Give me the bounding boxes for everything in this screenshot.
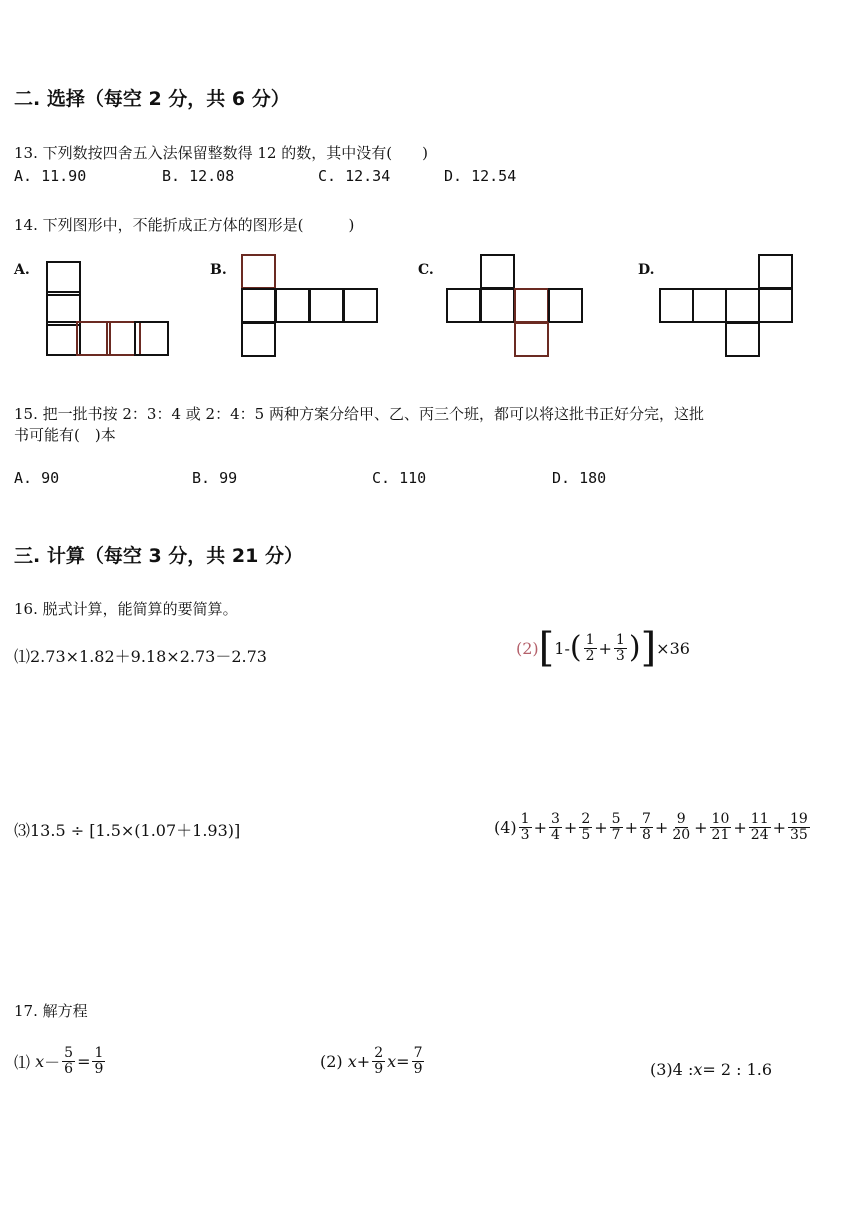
numerator: 1 <box>94 1045 104 1061</box>
plus-sign: + <box>563 817 578 837</box>
denominator: 8 <box>641 826 651 843</box>
numerator: 11 <box>750 811 769 827</box>
numerator: 2 <box>374 1045 384 1061</box>
denominator: 35 <box>790 826 808 843</box>
net-square <box>343 288 378 323</box>
numerator: 19 <box>790 811 808 827</box>
net-square <box>134 321 169 356</box>
fraction <box>372 1046 385 1076</box>
fraction <box>412 1046 425 1076</box>
net-square <box>480 254 515 289</box>
numerator: 10 <box>711 811 730 827</box>
question-17-stem: 17. 解方程 <box>14 1002 88 1020</box>
net-square <box>692 288 727 323</box>
numerator: 2 <box>581 811 591 827</box>
question-16-stem: 16. 脱式计算，能简算的要简算。 <box>14 600 238 618</box>
q16-part3-expression: ⑶13.5 ÷ [1.5×(1.07＋1.93)] <box>14 821 241 840</box>
numerator: 1 <box>615 631 625 648</box>
q16-part4-label: (4) <box>494 817 517 837</box>
eq3-text-b: = 2 : 1.6 <box>702 1060 773 1079</box>
denominator: 4 <box>551 826 560 843</box>
net-square <box>241 322 276 357</box>
plus-sign: + <box>356 1051 371 1071</box>
question-14-stem: 14. 下列图形中，不能折成正方体的图形是( ) <box>14 216 355 234</box>
q16-part2-times: ×36 <box>656 638 690 658</box>
plus-sign: + <box>772 817 787 837</box>
net-square <box>548 288 583 323</box>
q13-option-d: D. 12.54 <box>444 167 517 185</box>
q17-equation-2 <box>320 1046 426 1076</box>
numerator: 5 <box>611 811 621 827</box>
right-paren: ) <box>628 630 641 665</box>
fraction <box>749 812 771 842</box>
variable-x: x <box>347 1051 357 1071</box>
net-square <box>309 288 344 323</box>
q14-label-d: D. <box>638 262 655 278</box>
q13-option-c: C. 12.34 <box>318 167 391 185</box>
left-bracket: [ <box>538 625 555 671</box>
q14-label-a: A. <box>14 262 30 278</box>
numerator: 5 <box>64 1045 74 1061</box>
question-15-stem-line2: 书可能有( )本 <box>14 426 116 444</box>
plus-sign: + <box>533 817 547 837</box>
variable-x: x <box>35 1051 45 1071</box>
q15-option-b: B. 99 <box>192 469 238 487</box>
numerator: 9 <box>676 811 686 827</box>
plus-sign: + <box>733 817 747 837</box>
q17-equation-1 <box>14 1046 107 1076</box>
section-title-choice: 二. 选择（每空 2 分，共 6 分） <box>14 88 290 110</box>
eq1-label: ⑴ <box>14 1052 31 1072</box>
net-square <box>514 322 549 357</box>
fraction <box>710 812 732 842</box>
q16-part2-expression <box>516 625 690 671</box>
equals-sign: = <box>396 1051 410 1071</box>
net-square <box>725 322 760 357</box>
denominator: 5 <box>581 826 591 843</box>
fraction <box>640 812 653 842</box>
plus-sign: + <box>624 817 638 837</box>
fraction <box>788 812 810 842</box>
fraction <box>584 633 597 663</box>
minus-sign: － <box>44 1052 61 1072</box>
plus-sign: + <box>598 638 612 658</box>
net-square <box>758 288 793 323</box>
fraction <box>614 633 627 663</box>
variable-x: x <box>387 1051 397 1071</box>
section-title-calculation: 三. 计算（每空 3 分，共 21 分） <box>14 545 303 567</box>
eq3-label: (3) <box>650 1060 673 1079</box>
denominator: 9 <box>94 1060 104 1077</box>
q16-part1-expression: ⑴2.73×1.82＋9.18×2.73－2.73 <box>14 647 267 666</box>
net-square <box>446 288 481 323</box>
numerator: 1 <box>520 811 530 827</box>
q15-option-d: D. 180 <box>552 469 607 487</box>
plus-sign: + <box>654 817 669 837</box>
question-15-stem-line1: 15. 把一批书按 2：3：4 或 2：4：5 两种方案分给甲、乙、丙三个班，都可以将这批书正好分完，这批 <box>14 405 704 423</box>
fraction <box>549 812 562 842</box>
numerator: 1 <box>585 631 595 648</box>
right-bracket: ] <box>640 625 657 671</box>
plus-sign: + <box>594 817 608 837</box>
eq3-text-a: 4 : <box>672 1060 694 1079</box>
fraction <box>92 1046 105 1076</box>
q14-label-b: B. <box>210 262 227 278</box>
denominator: 2 <box>585 647 595 664</box>
fraction <box>519 812 532 842</box>
q16-part4-expression <box>494 812 812 842</box>
net-square <box>241 254 276 289</box>
net-square <box>725 288 760 323</box>
net-square <box>241 288 276 323</box>
numerator: 7 <box>413 1045 423 1061</box>
net-square <box>758 254 793 289</box>
denominator: 3 <box>520 826 530 843</box>
plus-sign: + <box>694 817 708 837</box>
eq2-label: (2) <box>320 1051 343 1071</box>
denominator: 7 <box>611 826 621 843</box>
denominator: 3 <box>615 647 625 664</box>
question-13-stem: 13. 下列数按四舍五入法保留整数得 12 的数，其中没有( ) <box>14 144 428 162</box>
denominator: 21 <box>711 826 730 843</box>
net-square <box>659 288 694 323</box>
q16-part2-label: (2) <box>516 638 539 658</box>
q13-option-b: B. 12.08 <box>162 167 235 185</box>
fraction <box>610 812 623 842</box>
net-square <box>275 288 310 323</box>
q17-equation-3 <box>650 1060 772 1079</box>
net-square <box>514 288 549 323</box>
numerator: 3 <box>551 811 560 827</box>
denominator: 9 <box>413 1060 423 1077</box>
q13-option-a: A. 11.90 <box>14 167 87 185</box>
q15-option-a: A. 90 <box>14 469 60 487</box>
variable-x: x <box>693 1060 703 1079</box>
net-square <box>480 288 515 323</box>
denominator: 9 <box>374 1060 384 1077</box>
q14-label-c: C. <box>418 262 434 278</box>
left-paren: ( <box>569 630 582 665</box>
fraction <box>670 812 692 842</box>
numerator: 7 <box>641 811 651 827</box>
equals-sign: = <box>77 1051 91 1071</box>
denominator: 20 <box>672 826 691 843</box>
fraction <box>62 1046 75 1076</box>
denominator: 24 <box>750 826 769 843</box>
fraction <box>579 812 592 842</box>
denominator: 6 <box>64 1060 74 1077</box>
q15-option-c: C. 110 <box>372 469 427 487</box>
q16-part2-one: 1- <box>554 638 570 658</box>
